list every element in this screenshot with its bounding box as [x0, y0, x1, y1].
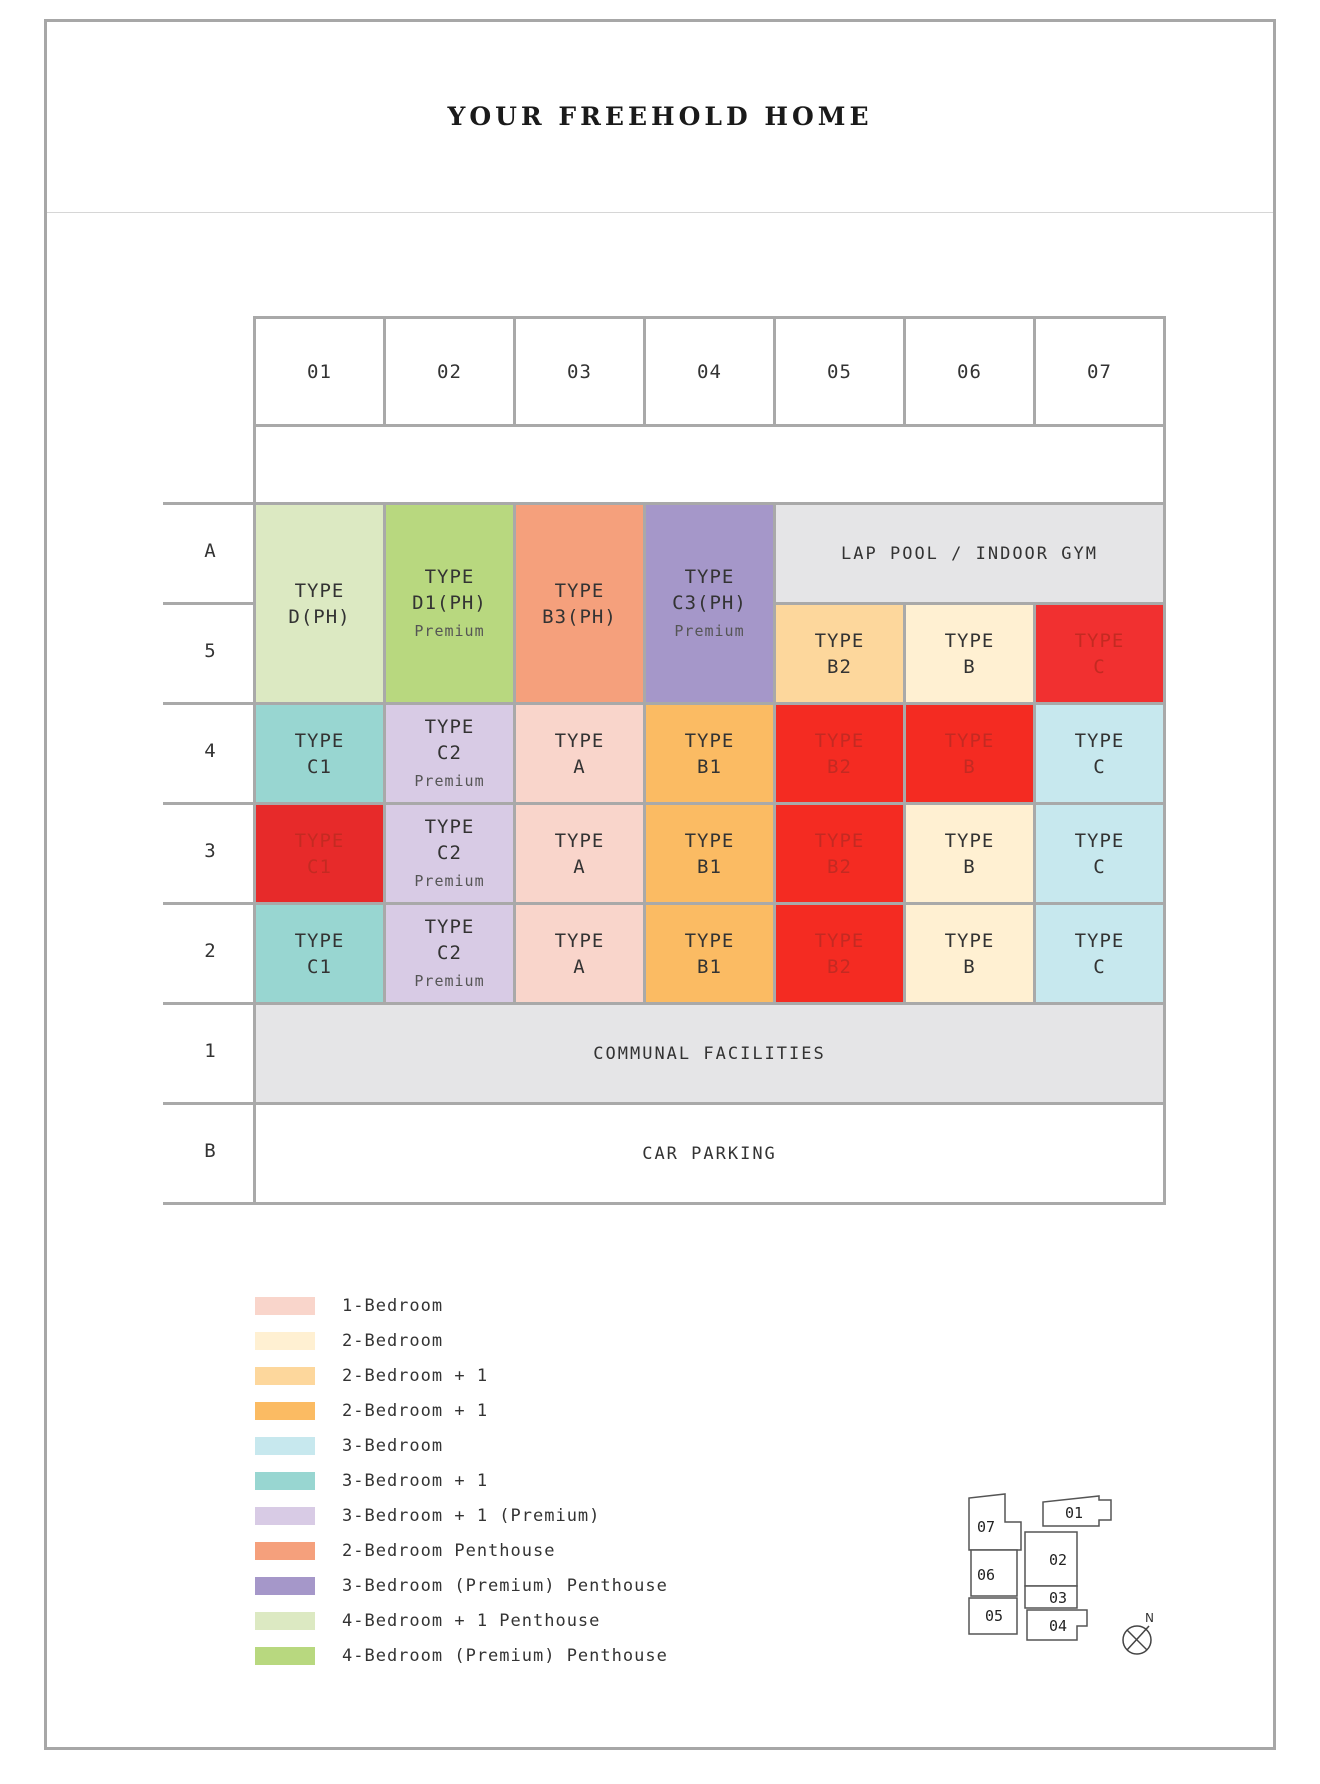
unit-type-code: C2: [437, 741, 462, 764]
floor-divider: [163, 1102, 255, 1105]
legend-item: [255, 1288, 668, 1323]
unit-cell: [643, 702, 776, 805]
unit-type-code: B2: [827, 655, 852, 678]
floor-divider: [163, 602, 255, 605]
premium-label: Premium: [414, 871, 485, 890]
unit-type-label: TYPE: [814, 729, 865, 752]
unit-cell: [903, 802, 1036, 905]
premium-label: Premium: [674, 621, 745, 640]
car-parking-label: CAR PARKING: [642, 1143, 777, 1164]
unit-type-label: TYPE: [554, 579, 605, 602]
unit-type-label: TYPE: [684, 829, 735, 852]
keyplan-label-03: 03: [1049, 1589, 1068, 1607]
unit-cell: [903, 902, 1036, 1005]
unit-type-label: TYPE: [814, 829, 865, 852]
unit-type-label: TYPE: [554, 729, 605, 752]
unit-type-code: B1: [697, 855, 722, 878]
keyplan-label-02: 02: [1049, 1551, 1068, 1569]
unit-type-label: TYPE: [944, 929, 995, 952]
legend-label: 3-Bedroom + 1 (Premium): [342, 1505, 601, 1526]
legend-swatch: [255, 1542, 315, 1560]
legend-label: 2-Bedroom Penthouse: [342, 1540, 556, 1561]
unit-cell: [253, 802, 386, 905]
floor-divider: [163, 502, 255, 505]
unit-type-label: TYPE: [944, 829, 995, 852]
unit-type-label: TYPE: [944, 729, 995, 752]
legend-swatch: [255, 1647, 315, 1665]
unit-type-code: C: [1093, 955, 1106, 978]
unit-type-code: C1: [307, 855, 332, 878]
column-header: 01: [253, 316, 386, 427]
unit-cell: [383, 702, 516, 805]
lap-pool-label: LAP POOL / INDOOR GYM: [841, 543, 1098, 564]
floor-label: B: [204, 1140, 216, 1162]
unit-cell: [253, 502, 386, 705]
unit-cell: [643, 502, 776, 705]
premium-label: Premium: [414, 771, 485, 790]
unit-cell: [513, 702, 646, 805]
floor-label: A: [204, 540, 216, 562]
legend-item: [255, 1358, 668, 1393]
legend-swatch: [255, 1472, 315, 1490]
legend-item: [255, 1323, 668, 1358]
legend-swatch: [255, 1402, 315, 1420]
header: [47, 22, 1273, 213]
legend-label: 1-Bedroom: [342, 1295, 444, 1316]
unit-type-code: C3(PH): [672, 591, 747, 614]
premium-label: Premium: [414, 971, 485, 990]
unit-type-label: TYPE: [294, 729, 345, 752]
unit-type-code: B: [963, 655, 976, 678]
legend-swatch: [255, 1297, 315, 1315]
legend-label: 3-Bedroom + 1: [342, 1470, 489, 1491]
keyplan-label-04: 04: [1049, 1617, 1068, 1635]
legend-item: [255, 1393, 668, 1428]
unit-type-code: B: [963, 955, 976, 978]
unit-type-label: TYPE: [424, 915, 475, 938]
floor-divider: [163, 1002, 255, 1005]
column-header: 03: [513, 316, 646, 427]
legend-label: 2-Bedroom + 1: [342, 1400, 489, 1421]
unit-cell: [643, 802, 776, 905]
unit-cell: [513, 502, 646, 705]
unit-type-code: B2: [827, 955, 852, 978]
unit-cell: [773, 602, 906, 705]
unit-type-label: TYPE: [1074, 929, 1125, 952]
unit-type-label: TYPE: [294, 579, 345, 602]
keyplan-label-07: 07: [977, 1518, 996, 1536]
floor-divider: [163, 802, 255, 805]
unit-type-code: A: [573, 855, 586, 878]
legend-swatch: [255, 1577, 315, 1595]
unit-type-label: TYPE: [684, 929, 735, 952]
legend-swatch: [255, 1612, 315, 1630]
unit-cell: [383, 502, 516, 705]
unit-type-label: TYPE: [1074, 629, 1125, 652]
unit-cell: [773, 902, 906, 1005]
unit-cell: [1033, 802, 1166, 905]
unit-type-code: C2: [437, 841, 462, 864]
legend-label: 4-Bedroom + 1 Penthouse: [342, 1610, 601, 1631]
unit-cell: [903, 702, 1036, 805]
unit-cell: [253, 702, 386, 805]
unit-type-code: A: [573, 755, 586, 778]
unit-type-code: C1: [307, 755, 332, 778]
unit-type-code: B1: [697, 955, 722, 978]
unit-type-label: TYPE: [424, 565, 475, 588]
unit-type-label: TYPE: [1074, 829, 1125, 852]
unit-cell: [773, 702, 906, 805]
legend-label: 3-Bedroom: [342, 1435, 444, 1456]
unit-cell: [513, 802, 646, 905]
unit-type-label: TYPE: [814, 929, 865, 952]
legend-swatch: [255, 1332, 315, 1350]
unit-type-code: C2: [437, 941, 462, 964]
column-header: 07: [1033, 316, 1166, 427]
unit-type-code: D1(PH): [412, 591, 487, 614]
floor-label: 3: [204, 840, 216, 862]
north-arrow-icon: [1123, 1611, 1154, 1654]
floor-divider: [163, 1202, 255, 1205]
column-header: 02: [383, 316, 516, 427]
unit-type-label: TYPE: [1074, 729, 1125, 752]
unit-type-code: B2: [827, 855, 852, 878]
car-parking-block: [253, 1102, 1166, 1205]
keyplan: [965, 1490, 1165, 1670]
unit-type-label: TYPE: [294, 829, 345, 852]
column-header: 05: [773, 316, 906, 427]
premium-label: Premium: [414, 621, 485, 640]
legend-item: [255, 1533, 668, 1568]
unit-cell: [1033, 702, 1166, 805]
floor-label: 1: [204, 1040, 216, 1062]
legend-item: [255, 1568, 668, 1603]
unit-type-code: B3(PH): [542, 605, 617, 628]
unit-type-code: B1: [697, 755, 722, 778]
legend-label: 4-Bedroom (Premium) Penthouse: [342, 1645, 668, 1666]
legend-item: [255, 1498, 668, 1533]
keyplan-label-05: 05: [985, 1607, 1004, 1625]
unit-type-code: C1: [307, 955, 332, 978]
unit-type-code: B: [963, 855, 976, 878]
legend-item: [255, 1428, 668, 1463]
unit-cell: [383, 802, 516, 905]
unit-type-code: C: [1093, 755, 1106, 778]
column-header: 06: [903, 316, 1036, 427]
legend-label: 3-Bedroom (Premium) Penthouse: [342, 1575, 668, 1596]
legend-label: 2-Bedroom: [342, 1330, 444, 1351]
floor-label: 2: [204, 940, 216, 962]
unit-type-label: TYPE: [684, 565, 735, 588]
floor-divider: [163, 702, 255, 705]
unit-type-code: B: [963, 755, 976, 778]
unit-type-label: TYPE: [424, 815, 475, 838]
unit-type-label: TYPE: [684, 729, 735, 752]
unit-cell: [383, 902, 516, 1005]
page-title: YOUR FREEHOLD HOME: [447, 102, 873, 131]
legend-swatch: [255, 1367, 315, 1385]
floor-label: 4: [204, 740, 216, 762]
communal-facilities-block: [253, 1002, 1166, 1105]
blank-band: [253, 424, 1166, 505]
floor-divider: [163, 902, 255, 905]
legend-label: 2-Bedroom + 1: [342, 1365, 489, 1386]
unit-type-code: D(PH): [288, 605, 351, 628]
lap-pool-block: [773, 502, 1166, 605]
north-label: N: [1145, 1611, 1154, 1625]
unit-type-label: TYPE: [944, 629, 995, 652]
keyplan-label-06: 06: [977, 1566, 996, 1584]
unit-cell: [773, 802, 906, 905]
legend-swatch: [255, 1507, 315, 1525]
unit-cell: [1033, 602, 1166, 705]
unit-type-label: TYPE: [294, 929, 345, 952]
legend-item: [255, 1463, 668, 1498]
floor-label: 5: [204, 640, 216, 662]
legend-swatch: [255, 1437, 315, 1455]
unit-cell: [513, 902, 646, 1005]
unit-type-label: TYPE: [814, 629, 865, 652]
unit-type-code: A: [573, 955, 586, 978]
unit-type-code: C: [1093, 855, 1106, 878]
keyplan-label-01: 01: [1065, 1504, 1084, 1522]
unit-cell: [253, 902, 386, 1005]
unit-cell: [643, 902, 776, 1005]
unit-cell: [1033, 902, 1166, 1005]
communal-facilities-label: COMMUNAL FACILITIES: [593, 1043, 826, 1064]
legend-item: [255, 1603, 668, 1638]
legend: [255, 1288, 668, 1673]
unit-type-label: TYPE: [554, 829, 605, 852]
column-header: 04: [643, 316, 776, 427]
unit-type-label: TYPE: [424, 715, 475, 738]
unit-type-code: B2: [827, 755, 852, 778]
unit-type-code: C: [1093, 655, 1106, 678]
unit-type-label: TYPE: [554, 929, 605, 952]
unit-cell: [903, 602, 1036, 705]
legend-item: [255, 1638, 668, 1673]
